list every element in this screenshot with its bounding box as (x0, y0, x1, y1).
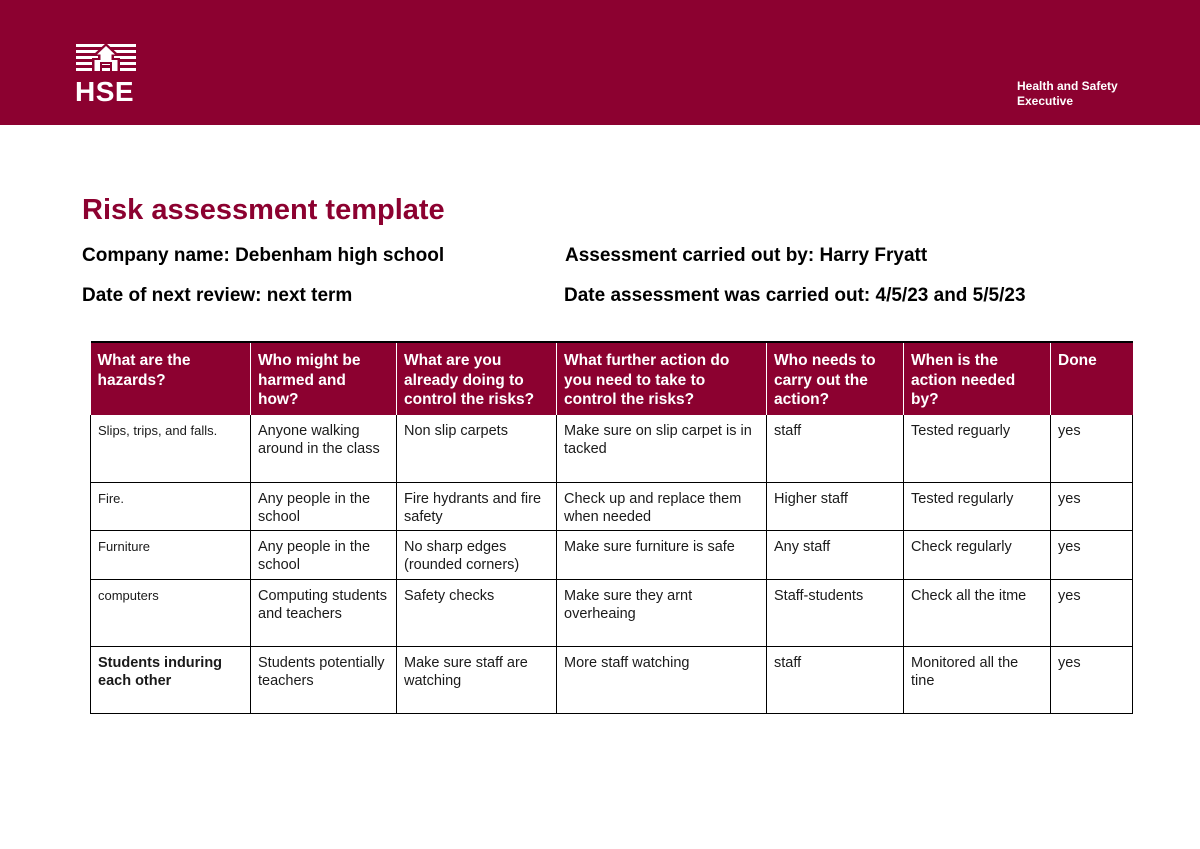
table-cell: More staff watching (557, 646, 767, 713)
table-cell: staff (767, 646, 904, 713)
next-review-date: Date of next review: next term (82, 285, 353, 306)
column-header: Done (1051, 342, 1133, 415)
table-cell: Anyone walking around in the class (251, 415, 397, 482)
hazard-cell: Furniture (91, 530, 251, 579)
table-cell: Computing students and teachers (251, 579, 397, 646)
table-cell: yes (1051, 415, 1133, 482)
table-cell: Fire hydrants and fire safety (397, 482, 557, 530)
table-cell: Any people in the school (251, 482, 397, 530)
table-cell: Tested reguarly (904, 415, 1051, 482)
table-cell: staff (767, 415, 904, 482)
table-row (91, 646, 1133, 713)
logo-wordmark: HSE (75, 76, 135, 107)
assessor-name: Assessment carried out by: Harry Fryatt (565, 245, 928, 266)
page-title: Risk assessment template (82, 194, 445, 226)
column-header: When is the action needed by? (904, 342, 1051, 415)
table-cell: Check all the itme (904, 579, 1051, 646)
header-banner (0, 0, 1200, 125)
column-header: Who might be harmed and how? (251, 342, 397, 415)
table-cell: Tested regularly (904, 482, 1051, 530)
table-cell: Make sure staff are watching (397, 646, 557, 713)
hazard-cell: Slips, trips, and falls. (91, 415, 251, 482)
column-header: What are you already doing to control the risks? (397, 342, 557, 415)
hse-crest-icon (74, 42, 138, 76)
hazard-cell: Students induring each other (91, 646, 251, 713)
hazard-cell: Fire. (91, 482, 251, 530)
table-cell: No sharp edges (rounded corners) (397, 530, 557, 579)
table-row (91, 482, 1133, 530)
table-cell: Any staff (767, 530, 904, 579)
table-cell: Safety checks (397, 579, 557, 646)
hazard-cell: computers (91, 579, 251, 646)
organisation-name (1017, 79, 1118, 109)
table-cell: yes (1051, 579, 1133, 646)
column-header: What further action do you need to take to control the risks? (557, 342, 767, 415)
table-cell: Make sure they arnt overheaing (557, 579, 767, 646)
column-header: Who needs to carry out the action? (767, 342, 904, 415)
org-line-1: Health and Safety (1017, 79, 1118, 93)
table-cell: yes (1051, 646, 1133, 713)
table-cell: Monitored all the tine (904, 646, 1051, 713)
table-header-row (91, 342, 1133, 415)
table-cell: Make sure furniture is safe (557, 530, 767, 579)
table-cell: Check up and replace them when needed (557, 482, 767, 530)
table-cell: yes (1051, 530, 1133, 579)
table-cell: Check regularly (904, 530, 1051, 579)
table-cell: Students potentially teachers (251, 646, 397, 713)
table-cell: Any people in the school (251, 530, 397, 579)
table-cell: Non slip carpets (397, 415, 557, 482)
table-row (91, 579, 1133, 646)
column-header: What are the hazards? (91, 342, 251, 415)
company-name: Company name: Debenham high school (82, 245, 445, 266)
table-cell: Higher staff (767, 482, 904, 530)
table-row (91, 530, 1133, 579)
org-line-2: Executive (1017, 94, 1074, 108)
table-cell: yes (1051, 482, 1133, 530)
assessment-date: Date assessment was carried out: 4/5/23 and 5/5/23 (564, 285, 1026, 306)
risk-table (90, 341, 1133, 714)
table-cell: Make sure on slip carpet is in tacked (557, 415, 767, 482)
table-row (91, 415, 1133, 482)
table-cell: Staff-students (767, 579, 904, 646)
